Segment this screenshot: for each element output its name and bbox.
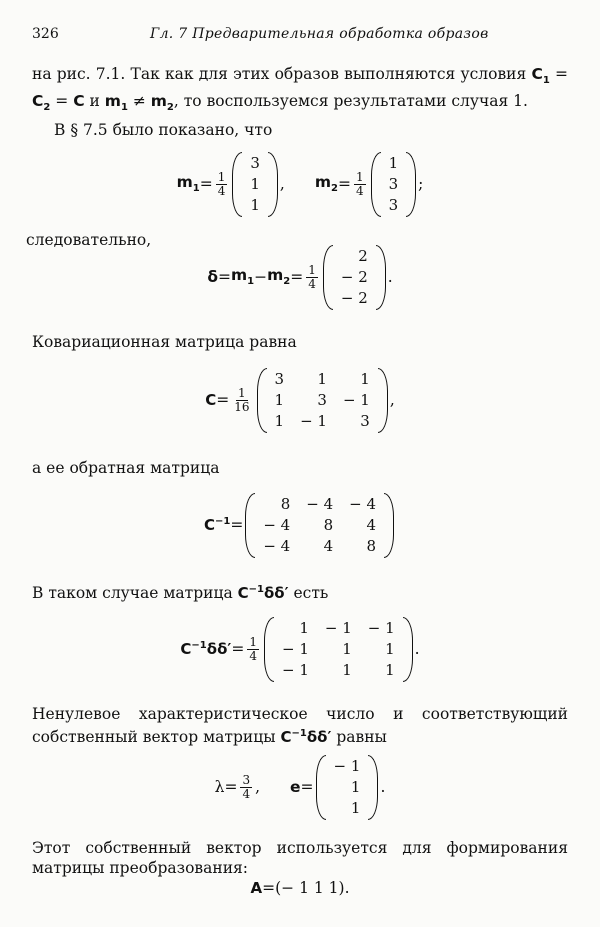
page-number: 326 — [32, 26, 59, 42]
cdd-label: $C^{-1}\delta\delta'$ — [180, 640, 232, 658]
c-label: C — [205, 391, 217, 409]
eigen-equation: λ = $\frac{3}{4}$ , e = − 1 1 1 . — [0, 750, 600, 824]
cdd-equation: $C^{-1}\delta\delta'$ = $\frac{1}{4}$ 1 − 1 − 1 − 1 1 1 − 1 1 1 . — [0, 612, 600, 686]
symbol-c1: $C_1$ — [531, 65, 550, 87]
intro-paragraph: на рис. 7.1. Так как для этих образов выполняются условия $C_1 = C_2 = C$ и $m_1 \ne m_2$, то воспользуемся результатами случая 1. — [32, 65, 568, 114]
a-equation: A = (− 1 1 1) . — [250, 879, 350, 897]
symbol-c2: $C_2$ — [32, 92, 51, 114]
page-header — [32, 26, 568, 48]
consequently-text: следовательно, — [26, 231, 152, 249]
inverse-equation: $C^{-1}$ = 8 − 4 − 4 − 4 8 4 − 4 4 8 — [0, 488, 600, 562]
m1-vector: 3 1 1 — [232, 152, 278, 217]
fraction-cdd: $\frac{1}{4}$ — [249, 634, 257, 663]
final-text: Этот собственный вектор используется для формирования матрицы преобразования: — [32, 839, 568, 877]
section-reference-text: В § 7.5 было показано, что — [54, 121, 273, 139]
symbol-m1: $m_1$ — [104, 92, 128, 114]
delta-vector: 2 − 2 − 2 — [323, 245, 386, 310]
delta-equation: δ = $m_1$ − $m_2$ = $\frac{1}{4}$ 2 − 2 − 2 . — [0, 240, 600, 314]
inverse-matrix: 8 − 4 − 4 − 4 8 4 − 4 4 8 — [245, 493, 394, 558]
case-text: В таком случае матрица $C^{-1}\delta\delta'$ есть — [32, 584, 329, 602]
m1-label: $m_1$ — [176, 173, 200, 195]
eigen-text: Ненулевое характеристическое число и соответствующий собственный вектор матрицы $C^{-1}\delta\delta'$ равны — [32, 705, 568, 746]
m2-label: $m_2$ — [314, 173, 338, 195]
fraction-one-sixteenth: $\frac{1}{16}$ — [234, 385, 250, 414]
running-title: Гл. 7 Предварительная обработка образов — [150, 26, 489, 42]
symbol-m2: $m_2$ — [150, 92, 174, 114]
m2-vector: 1 3 3 — [371, 152, 417, 217]
delta-symbol: δ — [207, 268, 218, 286]
covariance-matrix: 3 1 1 1 3 − 1 1 − 1 3 — [257, 368, 388, 433]
eigen-vector: − 1 1 1 — [316, 755, 379, 820]
fraction-delta: $\frac{1}{4}$ — [308, 262, 316, 291]
fraction-three-quarters: $\frac{3}{4}$ — [242, 772, 251, 801]
e-symbol: e — [290, 778, 301, 796]
covariance-equation: C = $\frac{1}{16}$ 3 1 1 1 3 − 1 1 − 1 3 , — [0, 364, 600, 436]
inverse-text: а ее обратная матрица — [32, 459, 220, 477]
covariance-text: Ковариационная матрица равна — [32, 333, 297, 351]
a-vector: (− 1 1 1) — [275, 879, 345, 897]
fraction-one-quarter: $\frac{1}{4}$ — [217, 169, 226, 198]
a-label: A — [250, 879, 263, 897]
cdd-matrix: 1 − 1 − 1 − 1 1 1 − 1 1 1 — [264, 617, 413, 682]
lambda-symbol: λ — [214, 778, 225, 796]
c-inverse-label: $C^{-1}$ — [203, 516, 231, 534]
fraction-one-quarter-2: $\frac{1}{4}$ — [355, 169, 364, 198]
symbol-c: C — [73, 92, 85, 111]
means-equation: $m_1$ = $\frac{1}{4}$ 3 1 1 , $m_2$ = $\frac{1}{4}$ 1 3 3 ; — [0, 148, 600, 220]
